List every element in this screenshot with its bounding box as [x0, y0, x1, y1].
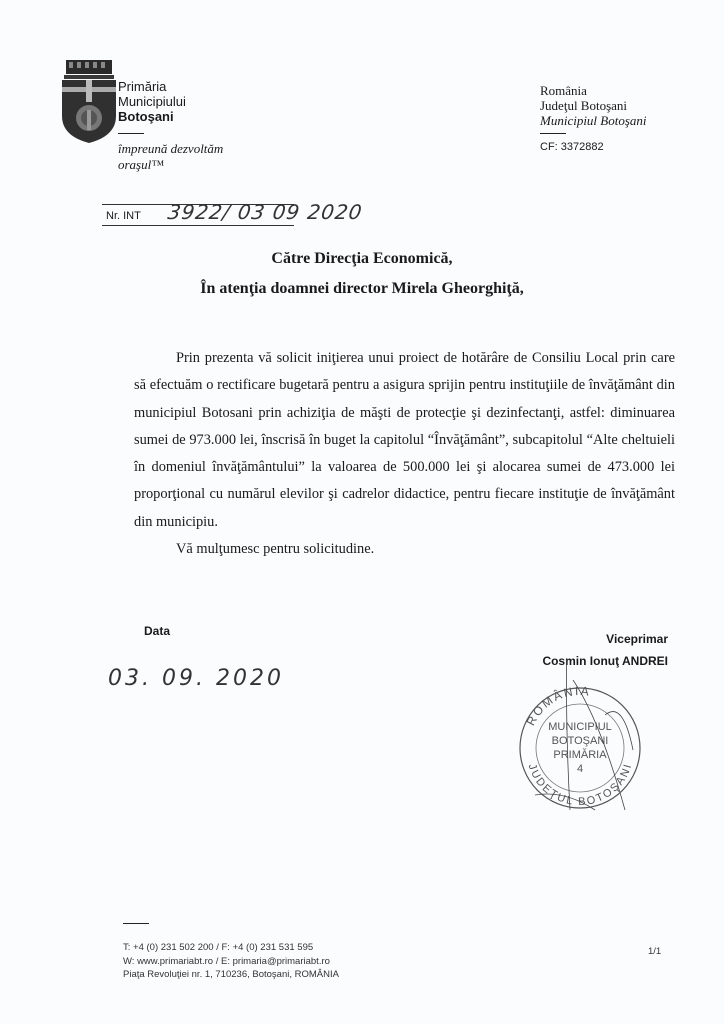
signer-title: Viceprimar: [606, 632, 668, 646]
page-number: 1/1: [648, 946, 662, 957]
footer-phone: T: +4 (0) 231 502 200 / F: +4 (0) 231 531 595: [123, 942, 314, 953]
tagline-line1: împreună dezvoltăm: [118, 141, 224, 156]
letter-body: [134, 345, 675, 563]
brand-line3: Botoşani: [118, 109, 174, 124]
registration-label: Nr. INT: [106, 210, 141, 222]
signer-name: Cosmin Ionuţ ANDREI: [542, 654, 668, 668]
stamp-text-bottom: JUDEŢUL BOTOŞANI: [525, 761, 635, 809]
brand-line2: Municipiului: [118, 94, 186, 109]
municipality-label: Municipiul Botoşani: [540, 113, 647, 128]
official-stamp: [505, 660, 655, 820]
fiscal-code: CF: 3372882: [540, 141, 604, 153]
addressee-line2: În atenţia doamnei director Mirela Gheorghiţă,: [200, 280, 524, 297]
country-label: România: [540, 83, 587, 98]
tagline: [118, 141, 223, 173]
institution-divider: [540, 133, 566, 134]
date-label: Data: [144, 624, 171, 638]
body-paragraph: Prin prezenta vă solicit iniţierea unui proiect de hotărâre de Consiliu Local prin care să efectuăm o rectificare bugetară pentru a asigura sprijin pentru instituţiile de învăţământ din municipiul Botosani prin achiziţia de măşti de protecţie şi dezinfectanţi, astfel: diminuarea sumei de 973.000 lei, înscrisă în buget la capitolul “Învăţământ”, subcapitolul “Alte cheltuieli în domeniul învăţământului” la valoarea de 500.000 lei şi alocarea sumei de 473.000 lei proporţional cu numărul elevilor şi cadrelor didactice, pentru fiecare instituţie de învăţământ din municipiu.: [134, 350, 675, 530]
stamp-text-top: ROMÂNIA: [523, 683, 592, 728]
stamp-line3: PRIMĂRIA: [553, 749, 607, 761]
brand-block: [118, 79, 186, 124]
footer-divider: [123, 923, 149, 924]
footer-web: W: www.primariabt.ro / E: primaria@primariabt.ro: [123, 955, 330, 967]
footer-address: Piaţa Revoluţiei nr. 1, 710236, Botoşani, ROMÂNIA: [123, 969, 339, 980]
tagline-line2: oraşul™: [118, 157, 164, 172]
institution-block: [540, 83, 647, 128]
stamp-line4: 4: [576, 763, 584, 775]
stamp-line1: MUNICIPIUL: [548, 721, 612, 733]
date-handwritten: 03. 09. 2020: [108, 666, 284, 691]
brand-divider: [118, 133, 144, 134]
botosani-coat-of-arms-icon: [60, 58, 118, 144]
closing-paragraph: Vă mulţumesc pentru solicitudine.: [176, 541, 375, 558]
stamp-line2: BOTOŞANI: [551, 735, 609, 747]
addressee-line1: Către Direcţia Economică,: [271, 250, 453, 267]
brand-line1: Primăria: [118, 79, 167, 94]
registration-handwritten: 3922/ 03 09 2020: [166, 200, 365, 224]
footer-contact: [123, 941, 339, 982]
county-label: Judeţul Botoşani: [540, 98, 628, 113]
